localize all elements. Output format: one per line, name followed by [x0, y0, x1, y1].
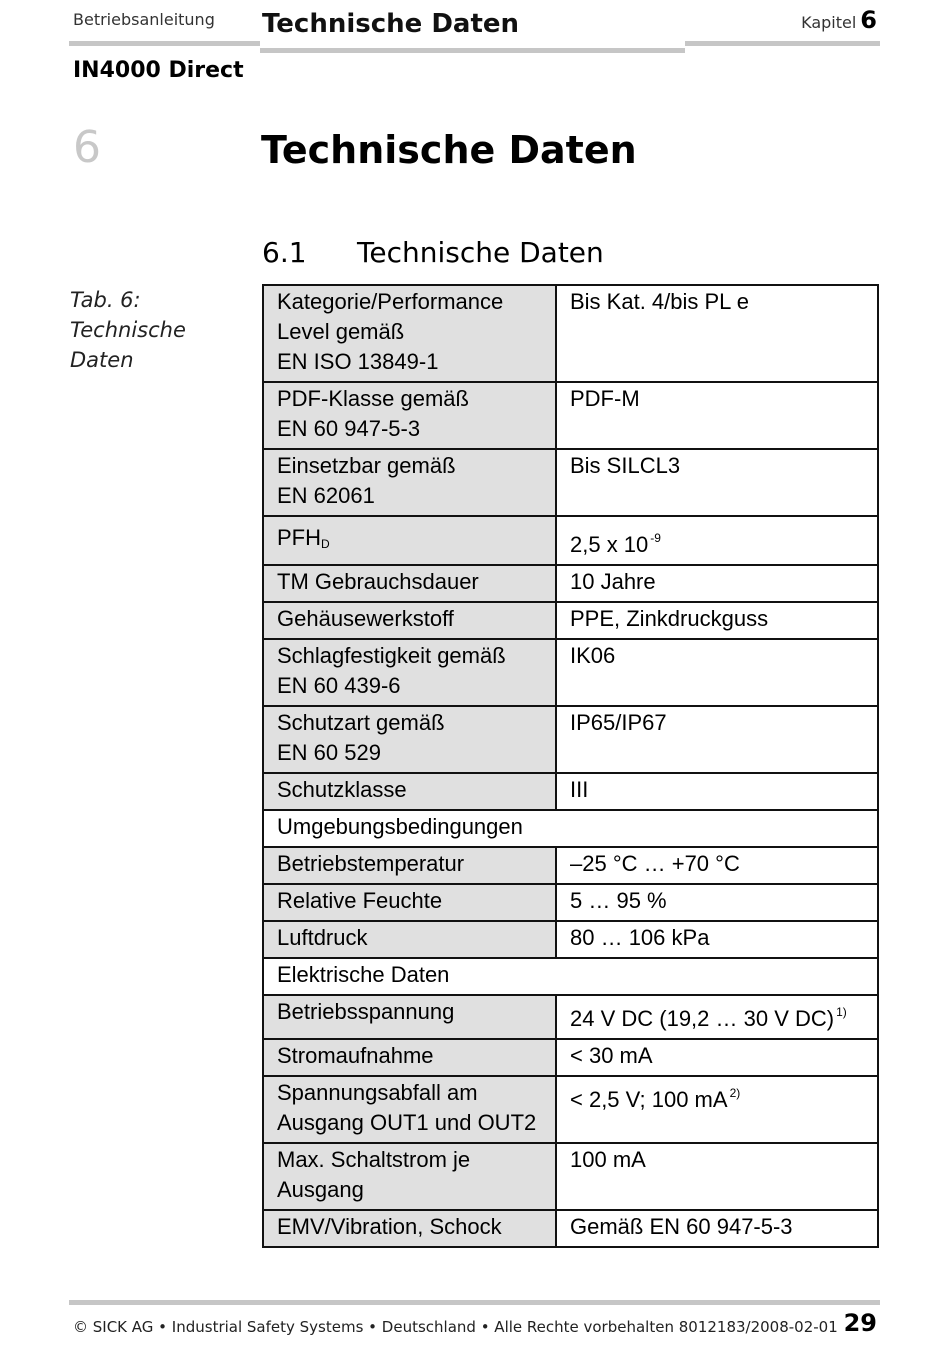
page-number: 29 — [843, 1309, 877, 1337]
key-text: PFH — [277, 525, 321, 550]
key-line: Max. Schaltstrom je — [277, 1147, 471, 1172]
row-key — [263, 1076, 556, 1143]
row-key — [263, 382, 556, 449]
row-key: Luftdruck — [263, 921, 556, 958]
table-row — [263, 1143, 878, 1210]
row-key — [263, 1143, 556, 1210]
key-line: EN 62061 — [277, 483, 375, 508]
table-caption — [70, 285, 186, 375]
row-key: Betriebsspannung — [263, 995, 556, 1039]
caption-line: Tab. 6: — [70, 288, 141, 312]
row-key — [263, 285, 556, 382]
row-value: 100 mA — [556, 1143, 878, 1210]
table-row — [263, 1039, 878, 1076]
row-key: Stromaufnahme — [263, 1039, 556, 1076]
document-type: Betriebsanleitung — [73, 10, 215, 29]
value-text: 24 V DC (19,2 … 30 V DC) — [570, 1006, 835, 1031]
section-title: Technische Daten — [357, 236, 604, 269]
key-line: Ausgang OUT1 und OUT2 — [277, 1110, 537, 1135]
value-text: 2,5 x 10 — [570, 532, 649, 557]
row-key: Relative Feuchte — [263, 884, 556, 921]
row-key — [263, 639, 556, 706]
row-key — [263, 516, 556, 565]
row-value: < 30 mA — [556, 1039, 878, 1076]
row-value: 10 Jahre — [556, 565, 878, 602]
key-line: Schlagfestigkeit gemäß — [277, 643, 506, 668]
row-value: IP65/IP67 — [556, 706, 878, 773]
caption-line: Technische — [70, 318, 186, 342]
key-line: Level gemäß — [277, 319, 405, 344]
row-value: IK06 — [556, 639, 878, 706]
chapter-label: Kapitel — [801, 13, 857, 32]
row-value: Bis Kat. 4/bis PL e — [556, 285, 878, 382]
table-row — [263, 995, 878, 1039]
row-value: III — [556, 773, 878, 810]
table-row — [263, 449, 878, 516]
product-name: IN4000 Direct — [73, 58, 244, 83]
footer-rule — [69, 1300, 880, 1305]
key-line: Einsetzbar gemäß — [277, 453, 456, 478]
row-value: PPE, Zinkdruckguss — [556, 602, 878, 639]
group-heading: Elektrische Daten — [263, 958, 878, 995]
section-number: 6.1 — [262, 236, 307, 269]
table-row — [263, 602, 878, 639]
row-value — [556, 516, 878, 565]
group-heading: Umgebungsbedingungen — [263, 810, 878, 847]
row-value: Gemäß EN 60 947-5-3 — [556, 1210, 878, 1247]
key-line: EN 60 439-6 — [277, 673, 401, 698]
chapter-number: 6 — [73, 122, 101, 173]
row-value — [556, 995, 878, 1039]
table-group-row — [263, 958, 878, 995]
header-rule-left — [69, 41, 260, 46]
chapter-title: Technische Daten — [261, 128, 637, 172]
key-subscript: D — [321, 537, 330, 551]
key-line: Spannungsabfall am — [277, 1080, 478, 1105]
table-row — [263, 1076, 878, 1143]
chapter-indicator — [801, 6, 877, 34]
value-superscript: -9 — [650, 531, 661, 545]
key-line: EN ISO 13849-1 — [277, 349, 439, 374]
row-key — [263, 449, 556, 516]
table-row — [263, 847, 878, 884]
key-line: Ausgang — [277, 1177, 364, 1202]
table-row — [263, 706, 878, 773]
table-row — [263, 285, 878, 382]
table-row — [263, 921, 878, 958]
row-value: Bis SILCL3 — [556, 449, 878, 516]
row-key — [263, 706, 556, 773]
footnote-marker: 1) — [836, 1005, 847, 1019]
header-title: Technische Daten — [262, 9, 520, 39]
table-row — [263, 773, 878, 810]
key-line: PDF-Klasse gemäß — [277, 386, 469, 411]
value-text: < 2,5 V; 100 mA — [570, 1087, 728, 1112]
row-key: EMV/Vibration, Schock — [263, 1210, 556, 1247]
table-group-row — [263, 810, 878, 847]
row-key: Gehäusewerkstoff — [263, 602, 556, 639]
row-key: Schutzklasse — [263, 773, 556, 810]
table-row — [263, 382, 878, 449]
table-row — [263, 565, 878, 602]
row-value: –25 °C … +70 °C — [556, 847, 878, 884]
row-value: 5 … 95 % — [556, 884, 878, 921]
key-line: Kategorie/Performance — [277, 289, 504, 314]
spec-table — [262, 284, 879, 1248]
table-row — [263, 884, 878, 921]
footer-copyright: © SICK AG • Industrial Safety Systems • Deutschland • Alle Rechte vorbehalten 8012183/2008-02-01 — [73, 1318, 838, 1336]
row-key: Betriebstemperatur — [263, 847, 556, 884]
header-rule-middle — [260, 48, 685, 53]
row-value — [556, 1076, 878, 1143]
caption-line: Daten — [70, 348, 134, 372]
key-line: Schutzart gemäß — [277, 710, 445, 735]
row-key: TM Gebrauchsdauer — [263, 565, 556, 602]
chapter-indicator-number: 6 — [860, 6, 877, 34]
header-rule-right — [685, 41, 880, 46]
key-line: EN 60 529 — [277, 740, 381, 765]
table-row — [263, 1210, 878, 1247]
table-row — [263, 639, 878, 706]
footnote-marker: 2) — [729, 1086, 741, 1100]
row-value: PDF-M — [556, 382, 878, 449]
table-row — [263, 516, 878, 565]
key-line: EN 60 947-5-3 — [277, 416, 421, 441]
row-value: 80 … 106 kPa — [556, 921, 878, 958]
